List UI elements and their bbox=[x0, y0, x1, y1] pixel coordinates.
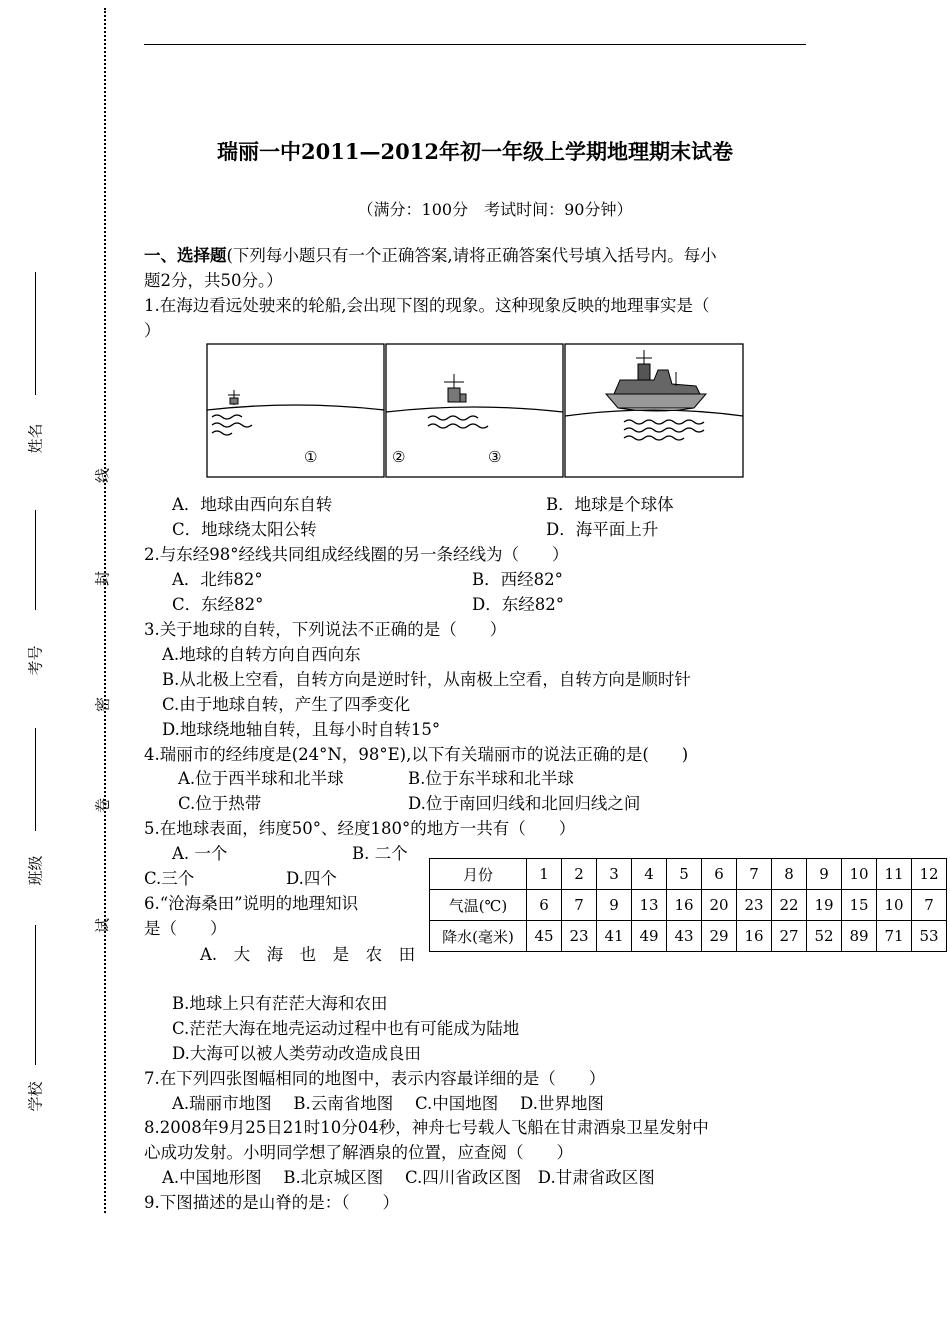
q7-options: A.瑞丽市地图 B.云南省地图 C.中国地图 D.世界地图 bbox=[172, 1094, 604, 1113]
q2-stem: 2.与东经98°经线共同组成经线圈的另一条经线为（ ） bbox=[144, 545, 569, 564]
q5-option-b: B. 二个 bbox=[352, 844, 408, 863]
precip-header: 降水(毫米) bbox=[430, 921, 527, 952]
section1-instr-line2: 题2分，共50分。） bbox=[144, 271, 283, 290]
q6-option-d: D.大海可以被人类劳动改造成良田 bbox=[172, 1044, 421, 1063]
q3-option-b: B.从北极上空看，自转方向是逆时针，从南极上空看，自转方向是顺时针 bbox=[162, 670, 691, 689]
table-cell: 3 bbox=[597, 859, 632, 890]
q8-options: A.中国地形图 B.北京城区图 C.四川省政区图 D.甘肃省政区图 bbox=[162, 1168, 655, 1187]
table-cell: 7 bbox=[737, 859, 772, 890]
table-cell: 12 bbox=[912, 859, 947, 890]
seal-char-mi: 密 bbox=[93, 697, 112, 713]
q4-option-d: D.位于南回归线和北回归线之间 bbox=[408, 794, 641, 813]
table-cell: 2 bbox=[562, 859, 597, 890]
table-cell: 11 bbox=[877, 859, 912, 890]
table-cell: 1 bbox=[527, 859, 562, 890]
q5-option-c: C.三个 bbox=[144, 869, 195, 888]
table-cell: 52 bbox=[807, 921, 842, 952]
table-cell: 19 bbox=[807, 890, 842, 921]
table-cell: 10 bbox=[842, 859, 877, 890]
q4-option-b: B.位于东半球和北半球 bbox=[408, 769, 574, 788]
id-underline bbox=[35, 510, 36, 610]
q2-option-d: D．东经82° bbox=[472, 595, 564, 614]
q8-stem: 8.2008年9月25日21时10分04秒，神舟七号载人飞船在甘肃酒泉卫星发射中 bbox=[144, 1118, 709, 1137]
table-cell: 45 bbox=[527, 921, 562, 952]
table-cell: 53 bbox=[912, 921, 947, 952]
seal-char-feng: 封 bbox=[93, 571, 112, 587]
q6-option-a: A. 大 海 也 是 农 田 bbox=[200, 945, 416, 964]
q1-option-c: C．地球绕太阳公转 bbox=[172, 520, 317, 539]
q8-stem-line2: 心成功发射。小明同学想了解酒泉的位置，应查阅（ ） bbox=[144, 1143, 573, 1162]
header-rule bbox=[144, 44, 806, 45]
q3-option-d: D.地球绕地轴自转，且每小时自转15° bbox=[162, 720, 441, 739]
q3-stem: 3.关于地球的自转，下列说法不正确的是（ ） bbox=[144, 620, 507, 639]
table-cell: 5 bbox=[667, 859, 702, 890]
q2-option-b: B．西经82° bbox=[472, 570, 563, 589]
table-cell: 89 bbox=[842, 921, 877, 952]
class-underline bbox=[35, 728, 36, 831]
q1-stem: 1.在海边看远处驶来的轮船,会出现下图的现象。这种现象反映的地理事实是（ bbox=[144, 296, 710, 315]
q6-stem: 6.“沧海桑田”说明的地理知识 bbox=[144, 894, 359, 913]
q3-option-a: A.地球的自转方向自西向东 bbox=[162, 645, 361, 664]
month-header: 月份 bbox=[430, 859, 527, 890]
figure-panel-2 bbox=[386, 344, 563, 477]
wave bbox=[624, 420, 704, 424]
q6-option-b: B.地球上只有茫茫大海和农田 bbox=[172, 994, 388, 1013]
table-cell: 16 bbox=[667, 890, 702, 921]
wave bbox=[624, 428, 704, 432]
q2-option-a: A．北纬82° bbox=[172, 570, 263, 589]
q1-option-b: B．地球是个球体 bbox=[546, 495, 674, 514]
table-cell: 23 bbox=[737, 890, 772, 921]
table-cell: 16 bbox=[737, 921, 772, 952]
q2-option-c: C．东经82° bbox=[172, 595, 264, 614]
q7-stem: 7.在下列四张图幅相同的地图中，表示内容最详细的是（ ） bbox=[144, 1069, 606, 1088]
name-label: 姓名 bbox=[26, 423, 45, 454]
school-label: 学校 bbox=[26, 1081, 45, 1112]
table-cell: 41 bbox=[597, 921, 632, 952]
table-row-precip bbox=[430, 921, 947, 952]
wave bbox=[428, 424, 488, 428]
q4-option-a: A.位于西半球和北半球 bbox=[178, 769, 344, 788]
table-cell: 20 bbox=[702, 890, 737, 921]
q9-stem: 9.下图描述的是山脊的是：（ ） bbox=[144, 1193, 399, 1212]
q4-stem: 4.瑞丽市的经纬度是(24°N，98°E),以下有关瑞丽市的说法正确的是( ) bbox=[144, 745, 689, 764]
wave bbox=[428, 416, 478, 420]
horizon-1 bbox=[207, 405, 384, 410]
binding-dotted-line bbox=[104, 8, 106, 1213]
table-cell: 4 bbox=[632, 859, 667, 890]
table-cell: 27 bbox=[772, 921, 807, 952]
q5-stem: 5.在地球表面，纬度50°、经度180°的地方一共有（ ） bbox=[144, 819, 576, 838]
q4-option-c: C.位于热带 bbox=[178, 794, 262, 813]
name-underline bbox=[35, 272, 36, 395]
table-cell: 43 bbox=[667, 921, 702, 952]
table-cell: 29 bbox=[702, 921, 737, 952]
seal-char-juan: 卷 bbox=[93, 798, 112, 814]
table-cell: 71 bbox=[877, 921, 912, 952]
figure-label-3: ③ bbox=[488, 448, 502, 466]
table-cell: 9 bbox=[597, 890, 632, 921]
q6-option-c: C.茫茫大海在地壳运动过程中也有可能成为陆地 bbox=[172, 1019, 520, 1038]
figure-panel-1 bbox=[207, 344, 384, 477]
id-label: 考号 bbox=[26, 645, 45, 676]
table-cell: 7 bbox=[562, 890, 597, 921]
table-cell: 9 bbox=[807, 859, 842, 890]
wave bbox=[212, 431, 232, 435]
table-cell: 7 bbox=[912, 890, 947, 921]
ship-horizon-figure bbox=[206, 342, 746, 478]
table-cell: 13 bbox=[632, 890, 667, 921]
table-cell: 15 bbox=[842, 890, 877, 921]
school-underline bbox=[35, 925, 36, 1065]
ship-superstructure bbox=[444, 374, 466, 402]
q3-option-c: C.由于地球自转，产生了四季变化 bbox=[162, 695, 411, 714]
q1-option-d: D．海平面上升 bbox=[546, 520, 659, 539]
table-cell: 22 bbox=[772, 890, 807, 921]
section1-instructions bbox=[144, 244, 717, 268]
class-label: 班级 bbox=[26, 855, 45, 886]
ship-mast-small bbox=[228, 390, 240, 405]
figure-label-2: ② bbox=[392, 448, 406, 466]
q1-stem-end: ） bbox=[144, 321, 161, 340]
exam-title: 瑞丽一中2011—2012年初一年级上学期地理期末试卷 bbox=[217, 139, 733, 164]
q5-option-d: D.四个 bbox=[286, 869, 337, 888]
table-row-month bbox=[430, 859, 947, 890]
section1-instr-line1: (下列每小题只有一个正确答案,请将正确答案代号填入括号内。每小 bbox=[226, 246, 717, 265]
table-cell: 8 bbox=[772, 859, 807, 890]
seal-char-xian: 线 bbox=[93, 468, 112, 484]
table-cell: 23 bbox=[562, 921, 597, 952]
q1-option-a: A．地球由西向东自转 bbox=[172, 495, 333, 514]
table-cell: 49 bbox=[632, 921, 667, 952]
q5-option-a: A. 一个 bbox=[172, 844, 228, 863]
seal-char-shi: 试 bbox=[93, 918, 112, 934]
wave bbox=[212, 415, 242, 419]
horizon-2 bbox=[386, 407, 563, 412]
wave bbox=[212, 423, 252, 427]
wave bbox=[624, 436, 684, 440]
climate-table bbox=[429, 858, 947, 952]
section1-heading: 一、选择题 bbox=[144, 246, 227, 265]
table-cell: 10 bbox=[877, 890, 912, 921]
ship-full bbox=[606, 350, 706, 411]
q6-stem-end: 是（ ） bbox=[144, 919, 227, 938]
table-row-temp bbox=[430, 890, 947, 921]
table-cell: 6 bbox=[527, 890, 562, 921]
figure-label-1: ① bbox=[304, 448, 318, 466]
table-cell: 6 bbox=[702, 859, 737, 890]
temp-header: 气温(℃) bbox=[430, 890, 527, 921]
exam-subtitle: （满分：100分 考试时间：90分钟） bbox=[357, 200, 633, 219]
